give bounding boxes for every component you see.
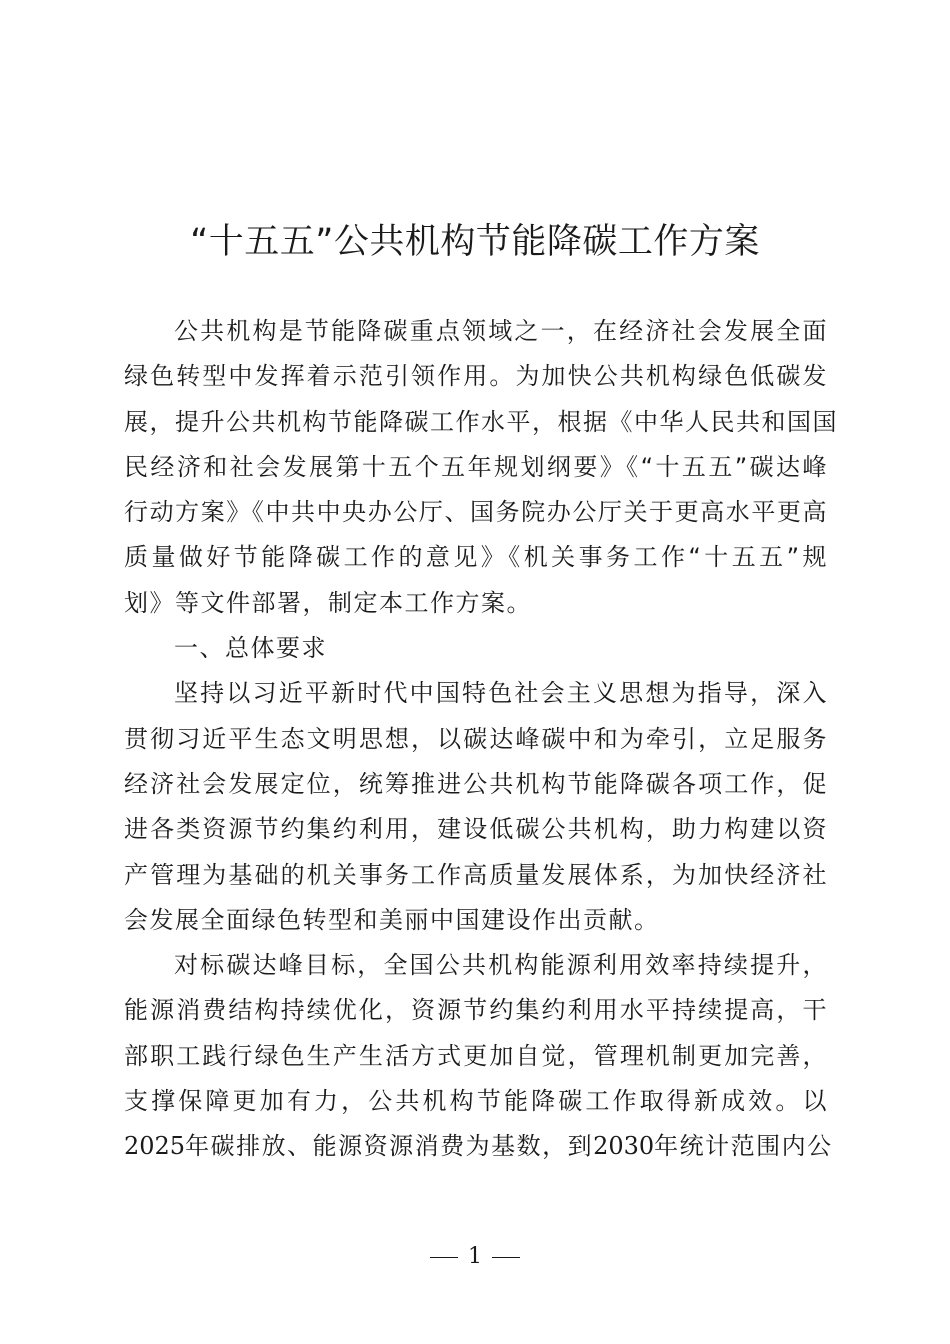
paragraph-line: 产管理为基础的机关事务工作高质量发展体系，为加快经济社 bbox=[124, 860, 828, 889]
paragraph-line: 公共机构是节能降碳重点领域之一，在经济社会发展全面 bbox=[174, 317, 828, 345]
paragraph-line: 质量做好节能降碳工作的意见》《机关事务工作“十五五”规 bbox=[124, 543, 828, 572]
paragraph-line: 坚持以习近平新时代中国特色社会主义思想为指导，深入 bbox=[174, 679, 828, 708]
paragraph-line: 进各类资源节约集约利用，建设低碳公共机构，助力构建以资 bbox=[124, 815, 828, 844]
paragraph-line: 行动方案》《中共中央办公厅、国务院办公厅关于更高水平更高 bbox=[124, 498, 828, 527]
paragraph-line: 贯彻习近平生态文明思想，以碳达峰碳中和为牵引，立足服务 bbox=[124, 724, 828, 753]
page-footer bbox=[0, 1244, 950, 1269]
paragraph-line: 划》等文件部署，制定本工作方案。 bbox=[124, 588, 532, 617]
footer-dash-left bbox=[430, 1257, 458, 1258]
paragraph-line: 经济社会发展定位，统筹推进公共机构节能降碳各项工作，促 bbox=[124, 769, 828, 798]
footer-dash-right bbox=[492, 1257, 520, 1258]
paragraph-line: 对标碳达峰目标，全国公共机构能源利用效率持续提升， bbox=[174, 951, 828, 980]
page-number: 1 bbox=[468, 1244, 482, 1269]
paragraph-line: 民经济和社会发展第十五个五年规划纲要》《“十五五”碳达峰 bbox=[124, 452, 828, 481]
paragraph-line: 支撑保障更加有力，公共机构节能降碳工作取得新成效。以 bbox=[124, 1087, 828, 1116]
paragraph-line bbox=[124, 1124, 833, 1169]
paragraph-line: 能源消费结构持续优化，资源节约集约利用水平持续提高，干 bbox=[124, 996, 828, 1025]
year-value: 2025 bbox=[124, 1132, 186, 1161]
paragraph-line: 展，提升公共机构节能降碳工作水平，根据《中华人民共和国国 bbox=[124, 407, 838, 436]
document-body bbox=[124, 309, 838, 1170]
line-text: 年碳排放、能源资源消费为基数，到 bbox=[185, 1132, 594, 1161]
section-heading: 一、总体要求 bbox=[174, 634, 327, 663]
document-title: “十五五”公共机构节能降碳工作方案 bbox=[190, 222, 760, 262]
paragraph-line: 部职工践行绿色生产生活方式更加自觉，管理机制更加完善， bbox=[124, 1041, 828, 1070]
year-value: 2030 bbox=[593, 1132, 655, 1161]
paragraph-line: 会发展全面绿色转型和美丽中国建设作出贡献。 bbox=[124, 905, 660, 934]
line-text: 年统计范围内公 bbox=[654, 1132, 833, 1161]
paragraph-line: 绿色转型中发挥着示范引领作用。为加快公共机构绿色低碳发 bbox=[124, 362, 828, 391]
